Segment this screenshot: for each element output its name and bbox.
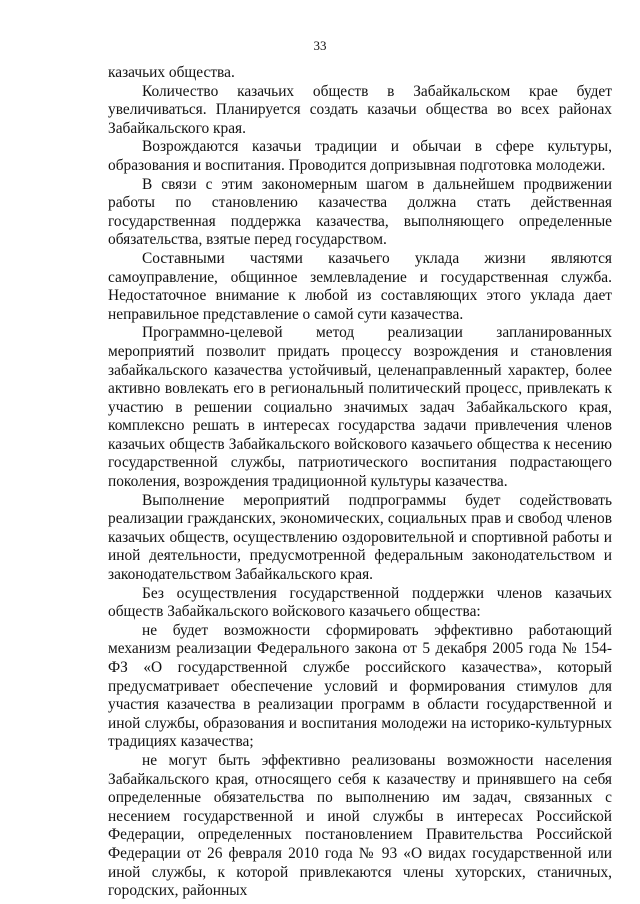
page-number: 33 (313, 38, 327, 53)
paragraph-traditions-revival: Возрождаются казачьи традиции и обычаи в сфере культуры, образования и воспитания. Проводится допризывная подготовка молодежи. (108, 138, 612, 174)
paragraph-without-support: Без осуществления государственной поддержки членов казачьих обществ Забайкальского войскового казачьего общества: (108, 584, 612, 621)
paragraph-way-of-life: Составными частями казачьего уклада жизни являются самоуправление, общинное землевладение и государственная служба. Недостаточное внимание к любой из составляющих этого уклада дает неправильное представление о самой сути казачества. (108, 249, 612, 323)
paragraph-state-support: В связи с этим закономерным шагом в дальнейшем продвижении работы по становлению казачества должна стать действенная государственная поддержка казачества, выполняющего определенные обязательства, взятые перед государством. (108, 175, 612, 249)
paragraph-subprogram-measures: Выполнение мероприятий подпрограммы будет содействовать реализации гражданских, экономических, социальных прав и свобод членов казачьих обществ, осуществлению оздоровительной и спортивной работы и иной деятельности, предусмотренной федеральным законодательством и законодательством Забайкальского края. (108, 491, 612, 584)
body-text (108, 64, 612, 901)
paragraph-continuation: казачьих общества. (108, 64, 235, 81)
paragraph-cossack-societies-growth: Количество казачьих обществ в Забайкальском крае будет увеличиваться. Планируется создать казачьи общества во всех районах Забайкальского края. (108, 82, 612, 137)
paragraph-federal-law-mechanism: не будет возможности сформировать эффективно работающий механизм реализации Федерального закона от 5 декабря 2005 года № 154-ФЗ «О государственной службе российского казачества», который предусматривает обеспечение условий и формирования стимулов для участия казачества в реализации программ в области государственной и иной службы, образования и воспитания молодежи на историко-культурных традициях казачества; (108, 621, 612, 751)
paragraph-program-method: Программно-целевой метод реализации запланированных мероприятий позволит придать процессу возрождения и становления забайкальского казачества устойчивый, целенаправленный характер, более активно вовлекать его в региональный политический процесс, привлекать к участию в решении социально значимых задач Забайкальского края, комплексно решать в интересах государства задачи привлечения членов казачьих обществ Забайкальского войскового казачьего общества к несению государственной службы, патриотического воспитания подрастающего поколения, возрождения традиционной культуры казачества. (108, 324, 612, 491)
paragraph-population-capabilities: не могут быть эффективно реализованы возможности населения Забайкальского края, относящего себя к казачеству и принявшего на себя определенные обязательства по выполнению им задач, связанных с несением государственной и иной службы в интересах Российской Федерации, определенных постановлением Правительства Российской Федерации от 26 февраля 2010 года № 93 «О видах государственной или иной службы, к которой привлекаются члены хуторских, станичных, городских, районных (108, 751, 612, 900)
